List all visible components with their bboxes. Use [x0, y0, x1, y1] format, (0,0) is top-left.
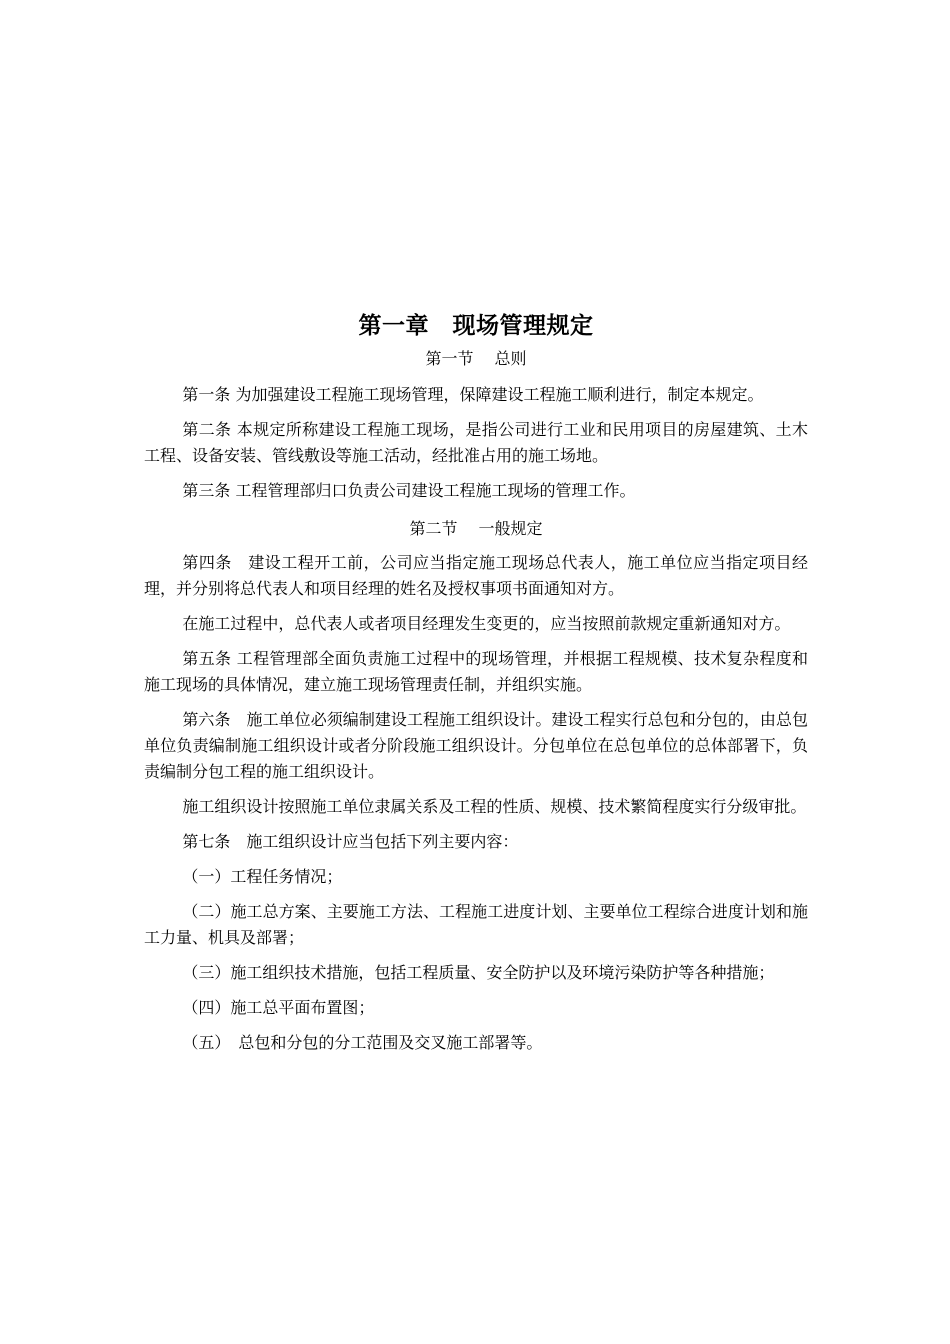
article-1: 第一条 为加强建设工程施工现场管理，保障建设工程施工顺利进行，制定本规定。 [182, 385, 764, 404]
list-item-3: （三）施工组织技术措施，包括工程质量、安全防护以及环境污染防护等各种措施； [182, 963, 775, 982]
list-item-1: （一）工程任务情况； [182, 867, 343, 886]
article-4-continued: 在施工过程中，总代表人或者项目经理发生变更的，应当按照前款规定重新通知对方。 [182, 614, 791, 633]
section-2-title: 第二节 一般规定 [409, 519, 543, 538]
document-body [144, 310, 808, 1065]
article-4: 第四条 建设工程开工前，公司应当指定施工现场总代表人，施工单位应当指定项目经理，并分别将总代表人和项目经理的姓名及授权事项书面通知对方。 [144, 553, 808, 598]
article-3: 第三条 工程管理部归口负责公司建设工程施工现场的管理工作。 [182, 481, 636, 500]
section-1-title: 第一节 总则 [425, 349, 527, 368]
article-6-continued: 施工组织设计按照施工单位隶属关系及工程的性质、规模、技术繁简程度实行分级审批。 [182, 797, 807, 816]
list-item-5: （五） 总包和分包的分工范围及交叉施工部署等。 [182, 1033, 543, 1052]
chapter-title: 第一章 现场管理规定 [358, 313, 594, 339]
article-6: 第六条 施工单位必须编制建设工程施工组织设计。建设工程实行总包和分包的，由总包单位负责编制施工组织设计或者分阶段施工组织设计。分包单位在总包单位的总体部署下，负责编制分包工程的施工组织设计。 [144, 710, 808, 781]
list-item-2: （二）施工总方案、主要施工方法、工程施工进度计划、主要单位工程综合进度计划和施工力量、机具及部署； [144, 902, 808, 947]
article-2: 第二条 本规定所称建设工程施工现场，是指公司进行工业和民用项目的房屋建筑、土木工程、设备安装、管线敷设等施工活动，经批准占用的施工场地。 [144, 420, 808, 465]
article-5: 第五条 工程管理部全面负责施工过程中的现场管理，并根据工程规模、技术复杂程度和施工现场的具体情况，建立施工现场管理责任制，并组织实施。 [144, 649, 808, 694]
article-7: 第七条 施工组织设计应当包括下列主要内容： [182, 832, 519, 851]
list-item-4: （四）施工总平面布置图； [182, 998, 375, 1017]
